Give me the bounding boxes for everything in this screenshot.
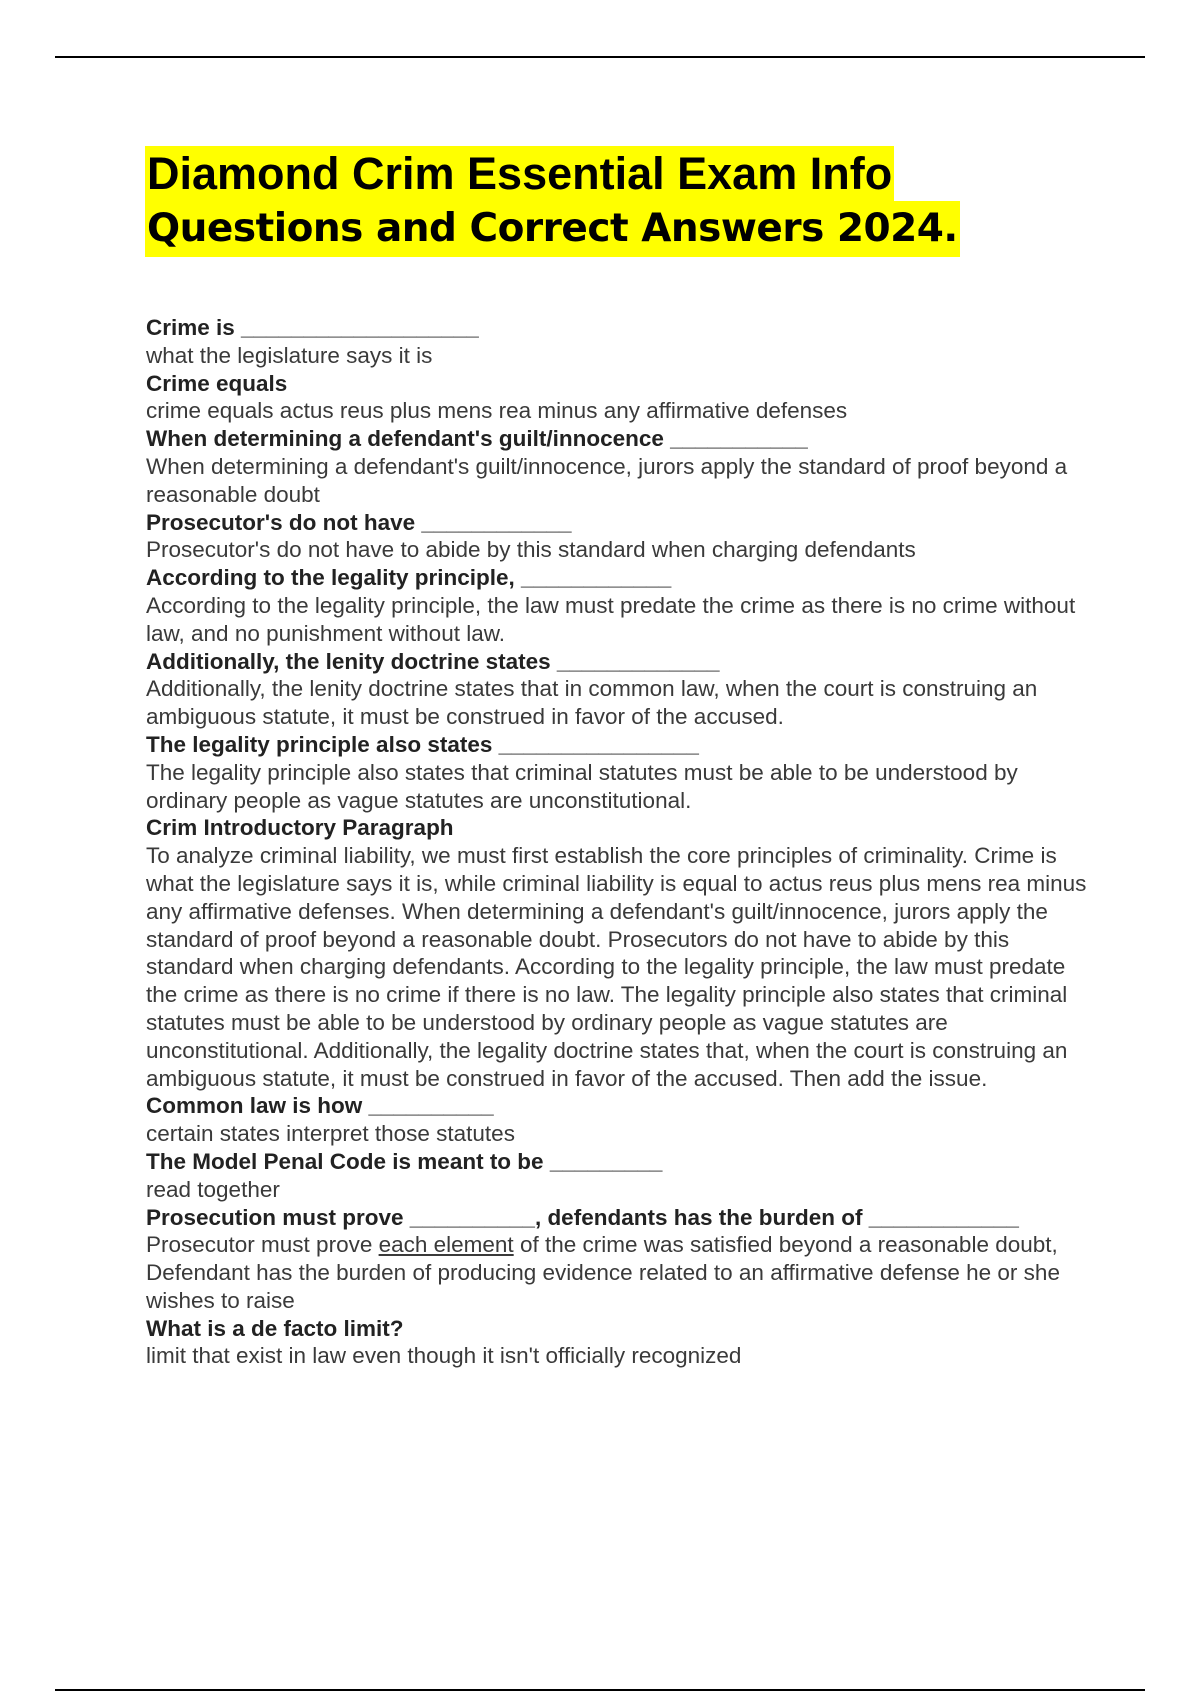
answer: Additionally, the lenity doctrine states that in common law, when the court is construing an ambiguous statute, it must be construed in favor of the accused.: [146, 676, 1038, 730]
answer: The legality principle also states that criminal statutes must be able to be understood by ordinary people as vague statutes are unconstitutional.: [146, 759, 1018, 813]
answer-paragraph: To analyze criminal liability, we must first establish the core principles of criminality. Crime is what the legislature says it is, while criminal liability is equal to actus reus plus mens rea minus any affirmative defenses. When determining a defendant's guilt/innocence, jurors apply the standard of proof beyond a reasonable doubt. Prosecutors do not have to abide by this standard when charging defendants. According to the legality principle, the law must predate the crime as there is no crime if there is no law. The legality principle also states that criminal statutes must be able to be understood by ordinary people as vague statutes are unconstitutional. Additionally, the legality doctrine states that, when the court is construing an ambiguous statute, it must be construed in favor of the accused. Then add the issue.: [146, 843, 1087, 1091]
header-rule: [55, 56, 1145, 58]
answer: Prosecutor's do not have to abide by this standard when charging defendants: [146, 537, 916, 563]
answer-text: Prosecutor must prove: [146, 1232, 379, 1258]
question: Prosecutor's do not have ____________: [146, 509, 572, 535]
title-line-1: Diamond Crim Essential Exam Info: [147, 148, 893, 199]
question: Crim Introductory Paragraph: [146, 815, 454, 841]
question: According to the legality principle, ____________: [146, 565, 672, 591]
answer: crime equals actus reus plus mens rea minus any affirmative defenses: [146, 398, 848, 424]
answer-underlined-text: each element: [378, 1232, 514, 1258]
footer-rule: [55, 1689, 1145, 1691]
question: Prosecution must prove __________, defendants has the burden of ____________: [146, 1204, 1019, 1230]
question: The legality principle also states ________________: [146, 731, 699, 757]
title-line-2: Questions and Correct Answers 2024.: [145, 201, 960, 257]
answer-text: of the crime was satisfied beyond a reasonable doubt, Defendant has the burden of producing evidence related to an affirmative defense he or she wishes to raise: [146, 1232, 1060, 1313]
question: Crime equals: [146, 370, 288, 396]
question: Crime is ___________________: [146, 315, 479, 340]
question: Additionally, the lenity doctrine states _____________: [146, 648, 720, 674]
question: The Model Penal Code is meant to be _________: [146, 1148, 663, 1174]
question: When determining a defendant's guilt/innocence ___________: [146, 426, 808, 452]
document-title: [145, 146, 960, 257]
question: Common law is how __________: [146, 1093, 494, 1119]
qa-list: [146, 314, 1096, 1370]
question: What is a de facto limit?: [146, 1315, 404, 1341]
answer: read together: [146, 1176, 280, 1202]
answer: According to the legality principle, the law must predate the crime as there is no crime without law, and no punishment without law.: [146, 592, 1076, 646]
answer: [146, 1231, 1096, 1314]
answer: what the legislature says it is: [146, 342, 433, 368]
answer: limit that exist in law even though it isn't officially recognized: [146, 1343, 742, 1369]
answer: certain states interpret those statutes: [146, 1121, 515, 1147]
answer: When determining a defendant's guilt/innocence, jurors apply the standard of proof beyond a reasonable doubt: [146, 453, 1068, 507]
